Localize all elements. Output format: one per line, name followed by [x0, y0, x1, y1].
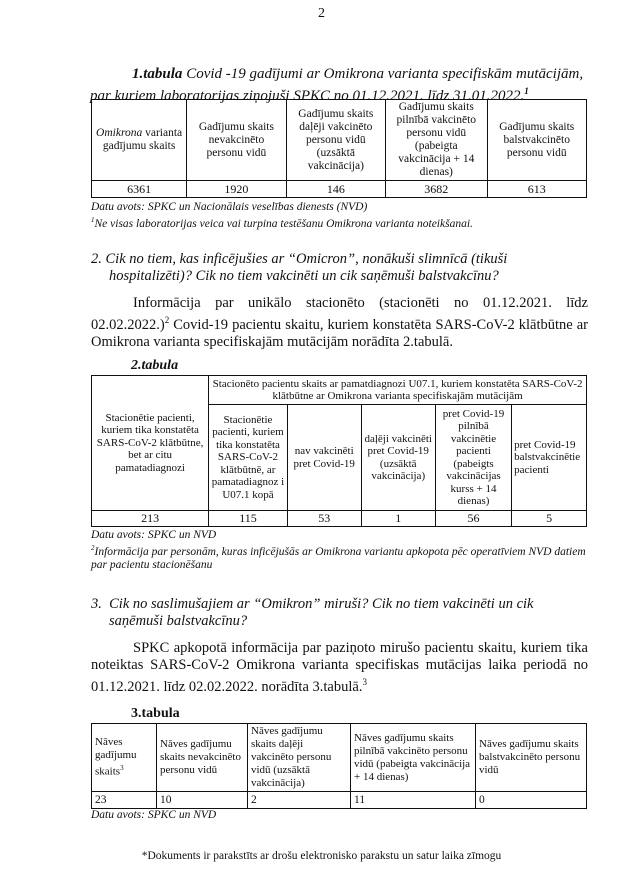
- table1-value-cell: 146: [286, 181, 385, 198]
- table1-header-cell: Omikrona varianta gadījumu skaits: [92, 100, 187, 181]
- table2-title: 2.tabula: [131, 358, 179, 373]
- table3-value-row: [92, 792, 587, 809]
- table2-value-cell: 56: [435, 511, 511, 527]
- table1-header-cell: Gadījumu skaits balstvakcinēto personu vidū: [487, 100, 586, 181]
- table1-value-row: [92, 181, 587, 198]
- table1-header-cell: Gadījumu skaits daļēji vakcinēto personu vidū (uzsāktā vakcinācija): [286, 100, 385, 181]
- footnote-ref-3: 3: [362, 677, 367, 687]
- table1-footnote: $^1$Ne visas laboratorijas veica vai turpina testēšanu Omikrona varianta noteikšanai.: [91, 216, 473, 230]
- footnote-ref-1: 1: [524, 86, 529, 96]
- table3-header-cell: Nāves gadījumu skaits balstvakcinēto personu vidū: [476, 724, 587, 792]
- table2-value-cell: 5: [512, 511, 587, 527]
- table3-value-cell: 23: [92, 792, 157, 809]
- table1-value-cell: 613: [487, 181, 586, 198]
- table3-value-cell: 0: [476, 792, 587, 809]
- table2-header-cell: pret Covid-19 pilnībā vakcinētie pacienti (pabeigts vakcinācijas kurss + 14 dienas): [435, 405, 511, 511]
- table2-group-header-row: [92, 376, 587, 405]
- footnote-ref-2: 2: [164, 315, 170, 325]
- table2-header-cell: Stacionētie pacienti, kuriem tika konstatēta SARS-CoV-2 klātbūtne, bet ar citu pamatadiagnozi: [92, 376, 209, 511]
- table3-source: Datu avots: SPKC un NVD: [91, 809, 217, 821]
- table1-source: Datu avots: SPKC un Nacionālais veselības dienests (NVD) $^1$Ne visas laboratorijas veica vai turpina testēšanu Omikrona varianta noteikšanai.: [91, 201, 591, 231]
- signature-footer: *Dokuments ir parakstīts ar drošu elektronisko parakstu un satur laika zīmogu: [141, 850, 502, 862]
- table2-header-cell: daļēji vakcinēti pret Covid-19 (uzsāktā vakcinācija): [361, 405, 435, 511]
- table2-value-cell: 53: [287, 511, 361, 527]
- table1-value-cell: 1920: [187, 181, 286, 198]
- table3-header-cell: Nāves gadījumu skaits daļēji vakcinēto personu vidū (uzsāktā vakcinācija): [248, 724, 351, 792]
- table2-footnote: $^2$Informācija par personām, kuras inficējušās ar Omikrona variantu apkopota pēc operatīviem NVD datiem par pacientu stacionēšanu: [91, 544, 586, 571]
- table3-title: 3.tabula: [131, 706, 180, 721]
- table2-value-cell: 1: [361, 511, 435, 527]
- table1-header-row: [92, 100, 587, 181]
- section3-paragraph: SPKC apkopotā informācija par paziņoto mirušo pacientu skaitu, kuriem tika noteiktas SARS-CoV-2 Omikrona varianta specifiskas mutācijas laika periodā no 01.12.2021. līdz 02.02.2022. norādīta 3.tabulā.$^3$: [91, 640, 588, 695]
- table1-header-cell: Gadījumu skaits pilnībā vakcinēto personu vidū (pabeigta vakcinācija + 14 dienas): [386, 100, 488, 181]
- section2-paragraph: Informācija par unikālo stacionēto (stacionēti no 01.12.2021. līdz 02.02.2022.)$^2$ Covid-19 pacientu skaitu, kuriem konstatēta SARS-CoV-2 klātbūtne ar Omikrona varianta specifiskajām mutācijām norādīta 2.tabulā.: [91, 295, 588, 350]
- section2-question: 2. Cik no tiem, kas inficējušies ar “Omicron”, nonākuši slimnīcā (tikuši hospitalizēti)? Cik no tiem vakcinēti un cik saņēmuši balstvakcīnu?: [91, 251, 508, 284]
- table3-header-cell: Nāves gadījumu skaits pilnībā vakcinēto personu vidū (pabeigta vakcinācija + 14 dienas): [351, 724, 476, 792]
- table1-caption-text: Covid -19 gadījumi ar Omikrona varianta specifiskām mutācijām, par kuriem laboratorijas ziņojuši SPKC no 01.12.2021. līdz 31.01.2022.: [90, 66, 584, 104]
- table2-value-cell: 115: [209, 511, 288, 527]
- table1-header-cell: Gadījumu skaits nevakcinēto personu vidū: [187, 100, 286, 181]
- table2-header-cell: Stacionētie pacienti, kuriem tika konstatēta SARS-CoV-2 klātbūtnē, ar pamatadiagnoz i U07.1 kopā: [209, 405, 288, 511]
- table2-group-header: Stacionēto pacientu skaits ar pamatdiagnozi U07.1, kuriem konstatēta SARS-CoV-2 klātbūtne ar Omikrona varianta specifiskajām mutācijām: [209, 376, 587, 405]
- table3: [91, 723, 587, 809]
- table2-value-cell: 213: [92, 511, 209, 527]
- table2: [91, 375, 587, 527]
- table3-header-cell: Nāves gadījumu skaits nevakcinēto personu vidū: [157, 724, 248, 792]
- table3-header-row: [92, 724, 587, 792]
- page-number: 2: [318, 6, 325, 21]
- table3-header-cell: Nāves gadījumu skaits$^3$: [92, 724, 157, 792]
- table2-source: Datu avots: SPKC un NVD $^2$Informācija par personām, kuras inficējušās ar Omikrona variantu apkopota pēc operatīviem NVD datiem par pacientu stacionēšanu: [91, 529, 591, 572]
- table1-label: 1.tabula: [132, 66, 183, 82]
- table3-value-cell: 2: [248, 792, 351, 809]
- table3-value-cell: 11: [351, 792, 476, 809]
- table1-value-cell: 6361: [92, 181, 187, 198]
- table2-header-cell: nav vakcinēti pret Covid-19: [287, 405, 361, 511]
- table1-value-cell: 3682: [386, 181, 488, 198]
- table1: [91, 99, 587, 198]
- table2-value-row: [92, 511, 587, 527]
- section3-question: 3. Cik no saslimušajiem ar “Omikron” miruši? Cik no tiem vakcinēti un cik saņēmuši balstvakcīnu?: [91, 596, 534, 629]
- table2-header-cell: pret Covid-19 balstvakcinētie pacienti: [512, 405, 587, 511]
- table3-value-cell: 10: [157, 792, 248, 809]
